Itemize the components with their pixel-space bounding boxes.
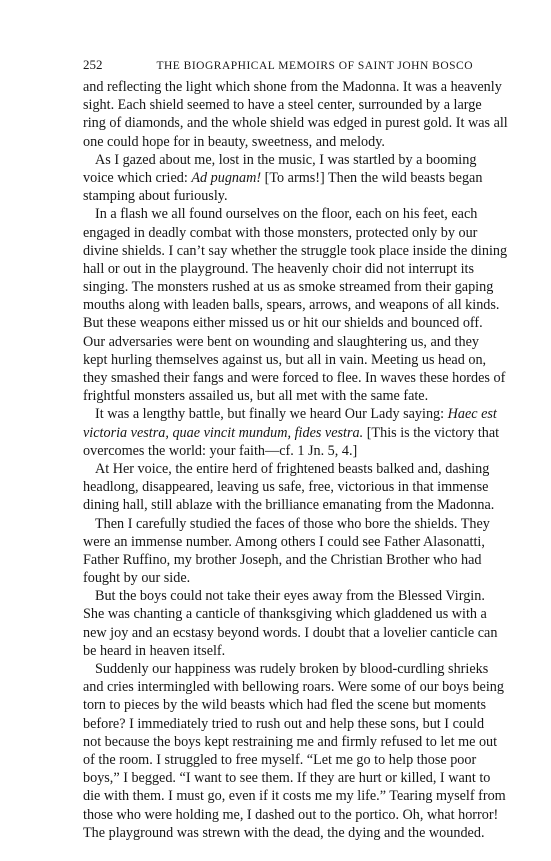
italic-text: Haec est (447, 406, 497, 423)
text-segment: were an immense number. Among others I could see Father Alasonatti, (83, 533, 485, 550)
text-line (83, 424, 500, 442)
text-line (83, 351, 487, 369)
text-segment: overcomes the world: your faith—cf. 1 Jn. 5, 4.] (83, 442, 358, 459)
text-line (83, 751, 477, 769)
text-segment: engaged in deadly combat with those monsters, protected only by our (83, 224, 478, 241)
text-segment: not because the boys kept restraining me and firmly refused to let me out (83, 733, 498, 750)
text-segment: sight. Each shield seemed to have a steel center, surrounded by a large (83, 97, 482, 114)
text-line (83, 169, 483, 187)
text-segment: and reflecting the light which shone from the Madonna. It was a heavenly (83, 79, 502, 95)
text-line (83, 242, 508, 260)
text-line (83, 205, 478, 223)
text-line (83, 114, 508, 132)
text-line (83, 369, 506, 387)
text-segment: As I gazed about me, lost in the music, I was startled by a booming (95, 151, 477, 168)
text-line (83, 769, 491, 787)
text-segment: In a flash we all found ourselves on the floor, each on his feet, each (95, 206, 478, 223)
text-segment: But the boys could not take their eyes away from the Blessed Virgin. (95, 588, 485, 605)
text-line (83, 442, 473, 460)
text-line (83, 314, 483, 332)
text-segment: kept hurling themselves against us, but all in vain. Meeting us head on, (83, 351, 487, 368)
text-segment: She was chanting a canticle of thanksgiving which gladdened us with a (83, 606, 487, 623)
text-segment: The playground was strewn with the dead, the dying and the wounded. (83, 824, 485, 841)
text-line (83, 78, 502, 96)
text-line (83, 824, 485, 842)
text-segment: ring of diamonds, and the whole shield was edged in purest gold. It was all (83, 115, 508, 132)
text-line (83, 460, 490, 478)
text-line (83, 478, 489, 496)
text-line (83, 605, 487, 623)
text-segment: Suddenly our happiness was rudely broken by blood-curdling shrieks (95, 661, 489, 677)
text-line (83, 624, 498, 642)
text-line (83, 678, 504, 696)
text-segment: new joy and an ecstasy beyond words. I doubt that a lovelier canticle can (83, 624, 498, 641)
text-line (83, 296, 500, 314)
text-segment: headlong, disappeared, leaving us safe, free, victorious in that immense (83, 479, 489, 496)
text-line (83, 496, 495, 514)
text-line (83, 715, 485, 733)
text-segment: dining hall, still ablaze with the brilliance emanating from the Madonna. (83, 497, 495, 514)
text-line (83, 551, 482, 569)
body-text (83, 78, 508, 842)
text-line (83, 533, 485, 551)
text-segment: singing. The monsters rushed at us as smoke streamed from their gaping (83, 279, 494, 296)
page-header (83, 56, 473, 74)
text-segment: Father Ruffino, my brother Joseph, and the Christian Brother who had (83, 551, 482, 568)
text-segment: But these weapons either missed us or hit our shields and bounced off. (83, 315, 483, 332)
text-segment: one could hope for in beauty, sweetness, and melody. (83, 133, 385, 150)
italic-text: Ad pugnam! (191, 169, 262, 186)
running-head: THE BIOGRAPHICAL MEMOIRS OF SAINT JOHN BOSCO (156, 60, 473, 72)
text-segment: they smashed their fangs and were forced to flee. In waves these hordes of (83, 370, 506, 386)
text-segment: before? I immediately tried to rush out and help these sons, but I could (83, 715, 485, 732)
text-line (83, 806, 499, 824)
text-segment: die with them. I must go, even if it costs me my life.” Tearing myself from (83, 788, 506, 805)
text-line (83, 787, 506, 805)
text-line (83, 660, 489, 678)
text-line (83, 133, 473, 151)
text-segment: Then I carefully studied the faces of those who bore the shields. They (95, 515, 490, 532)
text-segment: of the room. I struggled to free myself. “Let me go to help those poor (83, 751, 477, 768)
page-number: 252 (83, 57, 103, 72)
text-segment: hall or out in the playground. The heavenly choir did not interrupt its (83, 260, 474, 277)
text-segment: stamping about furiously. (83, 188, 228, 205)
text-line (83, 696, 487, 714)
text-segment: [This is the victory that (363, 424, 500, 441)
text-segment: and cries intermingled with bellowing roars. Were some of our boys being (83, 679, 504, 696)
text-segment: At Her voice, the entire herd of frightened beasts balked and, dashing (95, 460, 490, 477)
text-segment: boys,” I begged. “I want to see them. If they are hurt or killed, I want to (83, 770, 491, 787)
text-segment: torn to pieces by the wild beasts which had fled the scene but moments (83, 697, 487, 714)
text-segment: It was a lengthy battle, but finally we heard Our Lady saying: (95, 406, 448, 423)
italic-text: victoria vestra, quae vincit mundum, fides vestra. (83, 424, 364, 441)
text-line (83, 187, 473, 205)
text-line (83, 515, 490, 533)
text-line (83, 224, 478, 242)
text-line (83, 260, 473, 278)
text-line (83, 387, 473, 405)
text-line (83, 278, 494, 296)
text-segment: frightful monsters assailed us, but all met with the same fate. (83, 388, 429, 405)
text-segment: voice which cried: (83, 169, 192, 186)
text-line (83, 733, 498, 751)
text-segment: those who were holding me, I dashed out to the portico. Oh, what horror! (83, 806, 499, 823)
text-line (83, 569, 473, 587)
text-segment: be heard in heaven itself. (83, 642, 226, 659)
text-segment: divine shields. I can’t say whether the struggle took place inside the dining (83, 242, 508, 259)
text-line (83, 642, 473, 660)
text-segment: [To arms!] Then the wild beasts began (261, 169, 483, 186)
text-segment: mouths along with leaden balls, spears, arrows, and weapons of all kinds. (83, 297, 500, 314)
text-segment: Our adversaries were bent on wounding and slaughtering us, and they (83, 333, 479, 350)
text-line (83, 333, 479, 351)
text-line (83, 96, 482, 114)
text-line (83, 587, 485, 605)
text-line (83, 405, 497, 423)
text-line (83, 151, 477, 169)
text-segment: fought by our side. (83, 570, 191, 587)
